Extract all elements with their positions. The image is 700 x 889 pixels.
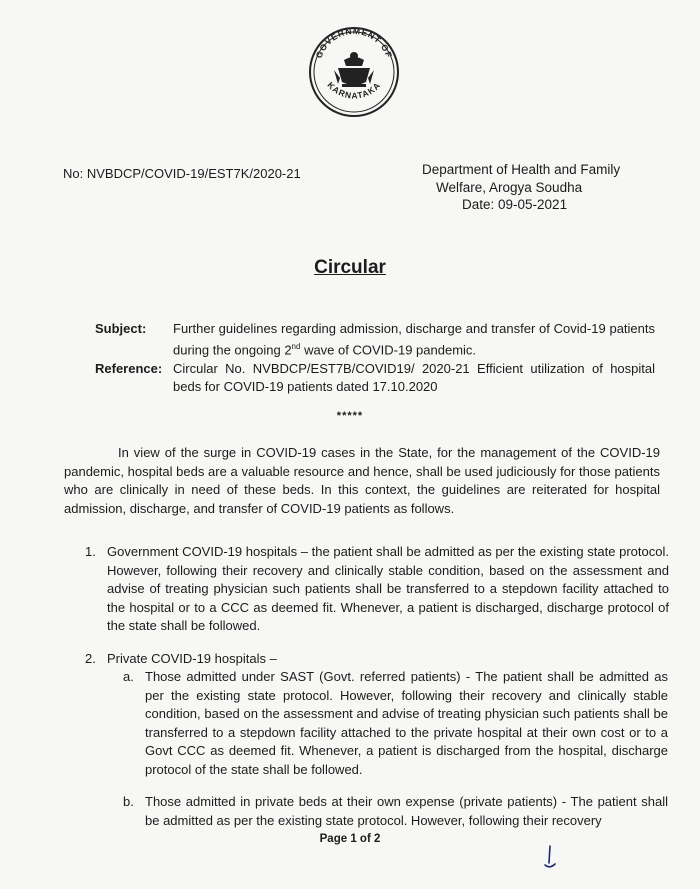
subitem-text: Those admitted in private beds at their own expense (private patients) - The patient shall be admitted as per the existing state protocol. However, following their recovery — [145, 794, 668, 828]
sub-list-item — [123, 793, 668, 830]
subitem-text: Those admitted under SAST (Govt. referred patients) - The patient shall be admitted as per the existing state protocol. However, following their recovery and clinically stable condition, based on the assessment and advise of treating physician such patients shall be transferred to a stepdown facility attached to the private hospital at their own cost or to a Govt CCC as deemed fit. Whenever, a patient is discharged from the hospital, discharge protocol of the state shall be followed. — [145, 669, 668, 777]
reference-label: Reference: — [95, 361, 163, 377]
dept-line-2: Welfare, Arogya Soudha — [436, 179, 583, 195]
subject-text: Further guidelines regarding admission, discharge and transfer of Covid-19 patients during the ongoing 2nd wave of COVID-19 pandemic. — [173, 321, 655, 357]
document-title: Circular — [314, 257, 386, 278]
reference-text: Circular No. NVBDCP/EST7B/COVID19/ 2020-21 Efficient utilization of hospital beds for COVID-19 patients dated 17.10.2020 — [173, 361, 655, 394]
reference-number: No: NVBDCP/COVID-19/EST7K/2020-21 — [63, 166, 301, 181]
karnataka-emblem-icon — [308, 18, 400, 126]
subject-reference-block — [95, 320, 655, 397]
list-item — [85, 543, 669, 636]
separator: ***** — [336, 410, 364, 422]
svg-text:GOVERNMENT OF: GOVERNMENT OF — [313, 25, 395, 60]
item-text: Government COVID-19 hospitals – the patient shall be admitted as per the existing state protocol. However, following their recovery and clinically stable condition, based on the assessment and advise of treating physician such patients shall be transferred to a stepdown facility attached to the hospital or to a CCC as deemed fit. Whenever, a patient is discharged, discharge protocol of the state shall be followed. — [107, 544, 669, 633]
intro-paragraph: In view of the surge in COVID-19 cases in the State, for the management of the COVID-19 pandemic, hospital beds are a valuable resource and hence, shall be used judiciously for those patients who are clinically in need of these beds. In this context, the guidelines are reiterated for hospital admission, discharge, and transfer of COVID-19 patients as follows. — [64, 445, 660, 516]
handwritten-initial-icon — [543, 845, 557, 871]
svg-text:KARNATAKA: KARNATAKA — [325, 79, 383, 101]
item-number: 1. — [85, 544, 96, 559]
item-number: 2. — [85, 651, 96, 666]
department-block — [422, 161, 620, 214]
page-number: Page 1 of 2 — [319, 833, 381, 845]
subitem-letter: b. — [123, 794, 134, 809]
subject-label: Subject: — [95, 321, 147, 336]
dept-line-1: Department of Health and Family — [422, 162, 621, 177]
list-item — [85, 650, 669, 669]
item-text: Private COVID-19 hospitals – — [107, 651, 277, 666]
sub-list-item — [123, 668, 668, 779]
date: Date: 09-05-2021 — [462, 197, 568, 212]
subitem-letter: a. — [123, 669, 134, 684]
